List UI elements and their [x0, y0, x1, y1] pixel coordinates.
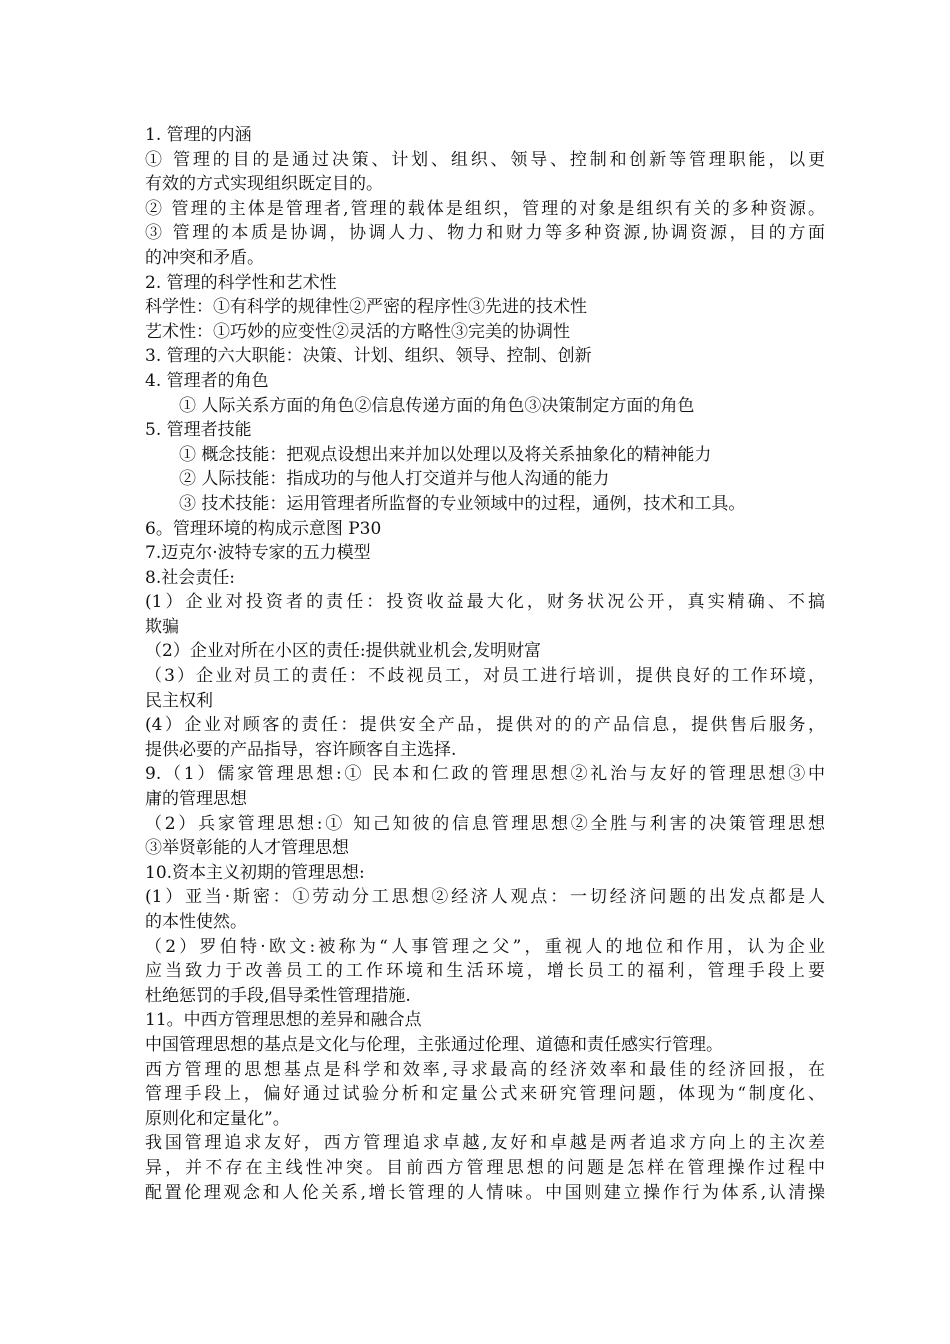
text-line: （2）兵家管理思想:① 知己知彼的信息管理思想②全胜与利害的决策管理思想: [145, 813, 825, 834]
text-line: 科学性：①有科学的规律性②严密的程序性③先进的技术性: [145, 297, 587, 318]
text-line: (4）企业对顾客的责任：提供安全产品，提供对的的产品信息，提供售后服务，: [145, 715, 825, 736]
text-line: 提供必要的产品指导，容许顾客自主选择.: [145, 739, 457, 760]
text-line: 11。中西方管理思想的差异和融合点: [145, 1010, 422, 1031]
text-line: 庸的管理思想: [145, 789, 247, 810]
text-line: 2. 管理的科学性和艺术性: [145, 272, 337, 293]
text-line: 我国管理追求友好，西方管理追求卓越,友好和卓越是两者追求方向上的主次差: [145, 1133, 825, 1154]
text-line: 5. 管理者技能: [145, 420, 252, 441]
text-line: （2）罗伯特·欧文:被称为“人事管理之父”，重视人的地位和作用，认为企业: [145, 936, 825, 957]
text-line: 杜绝惩罚的手段,倡导柔性管理措施.: [145, 985, 411, 1006]
text-line: 原则化和定量化”。: [145, 1108, 290, 1129]
text-line: 9.（1）儒家管理思想:① 民本和仁政的管理思想②礼治与友好的管理思想③中: [145, 764, 825, 785]
text-line: 中国管理思想的基点是文化与伦理，主张通过伦理、道德和责任感实行管理。: [145, 1034, 723, 1055]
text-line: 1. 管理的内涵: [145, 125, 252, 145]
text-line: ② 管理的主体是管理者,管理的载体是组织，管理的对象是组织有关的多种资源。: [145, 198, 825, 219]
text-line: 的本性使然。: [145, 912, 247, 932]
text-line: ③举贤彰能的人才管理思想: [145, 838, 349, 859]
text-line: (1）亚当·斯密：①劳动分工思想②经济人观点：一切经济问题的出发点都是人: [145, 887, 825, 908]
text-line: 民主权利: [145, 690, 213, 711]
text-line: 的冲突和矛盾。: [145, 247, 264, 268]
text-line: 6。管理环境的构成示意图 P30: [145, 518, 382, 539]
text-line: ③ 管理的本质是协调，协调人力、物力和财力等多种资源,协调资源，目的方面: [145, 223, 825, 244]
text-line: （3）企业对员工的责任：不歧视员工，对员工进行培训，提供良好的工作环境，: [145, 666, 825, 687]
text-line: 西方管理的思想基点是科学和效率,寻求最高的经济效率和最佳的经济回报，在: [145, 1059, 825, 1080]
text-line: 欺骗: [145, 616, 179, 637]
text-line: 3. 管理的六大职能：决策、计划、组织、领导、控制、创新: [145, 346, 592, 367]
text-line: ② 人际技能：指成功的与他人打交道并与他人沟通的能力: [179, 469, 610, 490]
text-line: 8.社会责任:: [145, 567, 235, 588]
text-line: 应当致力于改善员工的工作环境和生活环境，增长员工的福利，管理手段上要: [145, 961, 825, 982]
text-line: 有效的方式实现组织既定目的。: [145, 174, 383, 195]
text-line: 配置伦理观念和人伦关系,增长管理的人情味。中国则建立操作行为体系,认清操: [145, 1182, 825, 1203]
text-line: 艺术性：①巧妙的应变性②灵活的方略性③完美的协调性: [145, 321, 570, 342]
document-body: [145, 123, 825, 1205]
text-line: ① 管理的目的是通过决策、计划、组织、领导、控制和创新等管理职能，以更: [145, 149, 825, 170]
text-line: （2）企业对所在小区的责任:提供就业机会,发明财富: [145, 641, 541, 662]
text-line: 管理手段上，偏好通过试验分析和定量公式来研究管理问题，体现为“制度化、: [145, 1084, 825, 1105]
text-line: ① 概念技能：把观点设想出来并加以处理以及将关系抽象化的精神能力: [179, 444, 712, 465]
text-line: 7.迈克尔·波特专家的五力模型: [145, 543, 371, 564]
text-line: ③ 技术技能：运用管理者所监督的专业领域中的过程，通例，技术和工具。: [179, 493, 746, 514]
text-line: 4. 管理者的角色: [145, 370, 269, 391]
text-line: ① 人际关系方面的角色②信息传递方面的角色③决策制定方面的角色: [179, 395, 695, 416]
text-line: 异，并不存在主线性冲突。目前西方管理思想的问题是怎样在管理操作过程中: [145, 1157, 825, 1178]
text-line: 10.资本主义初期的管理思想:: [145, 862, 365, 883]
text-line: (1）企业对投资者的责任：投资收益最大化，财务状况公开，真实精确、不搞: [145, 592, 825, 613]
